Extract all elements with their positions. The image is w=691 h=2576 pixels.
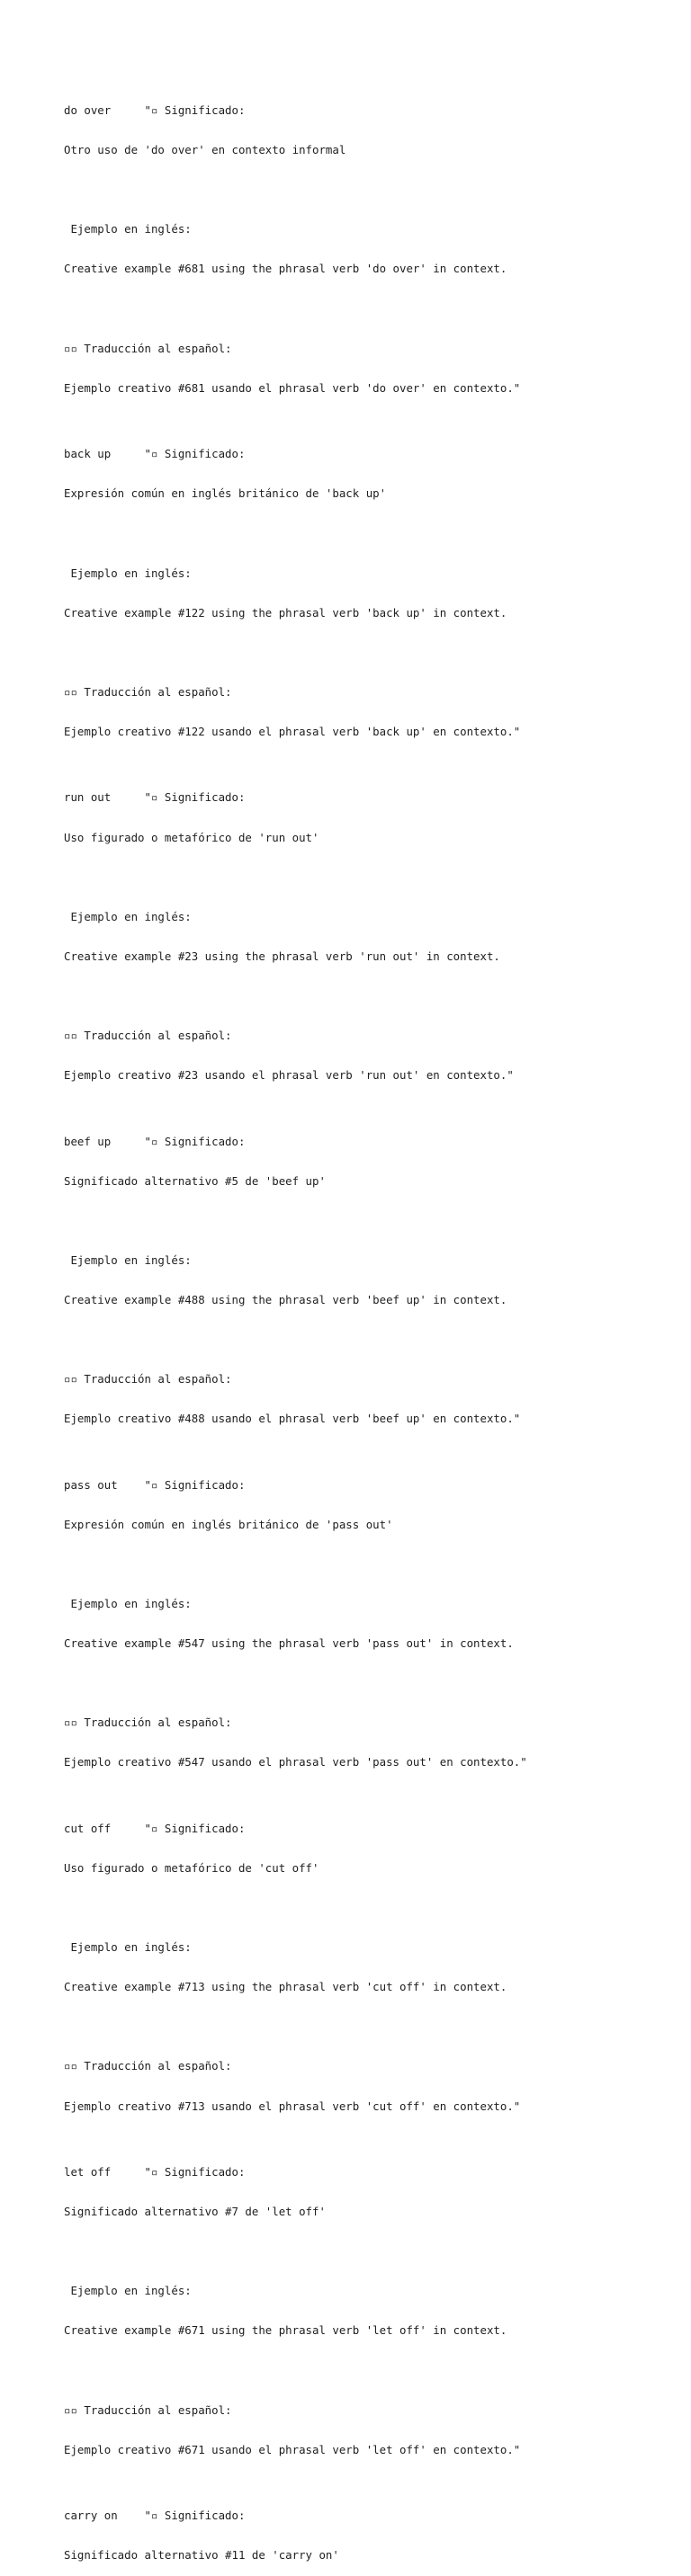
blank-line xyxy=(64,1558,676,1572)
example-text: Creative example #488 using the phrasal verb 'beef up' in context. xyxy=(64,1292,507,1306)
verb-line xyxy=(64,791,676,805)
phrasal-verb: let off xyxy=(64,2165,112,2179)
phrasal-verb: back up xyxy=(64,447,112,461)
meaning-text: Significado alternativo #11 de 'carry on' xyxy=(64,2548,339,2563)
blank-line xyxy=(64,990,676,1003)
translation-text: Ejemplo creativo #122 usando el phrasal verb 'back up' en contexto." xyxy=(64,724,521,738)
translation-label: ▫▫ Traducción al español: xyxy=(64,2059,232,2073)
translation-label: ▫▫ Traducción al español: xyxy=(64,1372,232,1386)
translation-text: Ejemplo creativo #23 usando el phrasal verb 'run out' en contexto." xyxy=(64,1068,514,1083)
blank-line xyxy=(64,2245,676,2259)
phrasal-verb: cut off xyxy=(64,1821,112,1835)
meaning-label: "▫ Significado: xyxy=(111,1821,246,1835)
meaning-label: "▫ Significado: xyxy=(117,1477,246,1492)
translation-label: ▫▫ Traducción al español: xyxy=(64,1716,232,1730)
translation-label: ▫▫ Traducción al español: xyxy=(64,2402,232,2417)
verb-line xyxy=(64,1136,676,1149)
example-label: Ejemplo en inglés: xyxy=(64,222,192,236)
translation-text: Ejemplo creativo #713 usando el phrasal verb 'cut off' en contexto." xyxy=(64,2099,521,2113)
meaning-text: Uso figurado o metafórico de 'run out' xyxy=(64,830,319,844)
example-label: Ejemplo en inglés: xyxy=(64,1597,192,1611)
document-body xyxy=(64,65,676,2576)
example-label: Ejemplo en inglés: xyxy=(64,2284,192,2298)
blank-line xyxy=(64,303,676,316)
blank-line xyxy=(64,1333,676,1347)
verb-line xyxy=(64,104,676,118)
meaning-text: Expresión común en inglés británico de 'back up' xyxy=(64,486,387,501)
translation-text: Ejemplo creativo #681 usando el phrasal verb 'do over' en contexto." xyxy=(64,380,521,395)
verb-line xyxy=(64,2166,676,2179)
example-text: Creative example #681 using the phrasal verb 'do over' in context. xyxy=(64,262,507,276)
phrasal-verb: run out xyxy=(64,790,112,805)
meaning-label: "▫ Significado: xyxy=(111,790,246,805)
meaning-label: "▫ Significado: xyxy=(111,447,246,461)
translation-label: ▫▫ Traducción al español: xyxy=(64,1028,232,1042)
meaning-label: "▫ Significado: xyxy=(117,2509,246,2523)
blank-line xyxy=(64,527,676,540)
meaning-label: "▫ Significado: xyxy=(111,1134,246,1148)
phrasal-verb: beef up xyxy=(64,1134,112,1148)
blank-line xyxy=(64,1215,676,1228)
example-label: Ejemplo en inglés: xyxy=(64,1940,192,1955)
phrasal-verb: do over xyxy=(64,103,112,118)
verb-line xyxy=(64,1479,676,1493)
meaning-text: Significado alternativo #5 de 'beef up' xyxy=(64,1173,326,1188)
example-text: Creative example #547 using the phrasal verb 'pass out' in context. xyxy=(64,1636,514,1651)
translation-text: Ejemplo creativo #671 usando el phrasal verb 'let off' en contexto." xyxy=(64,2442,521,2456)
blank-line xyxy=(64,1677,676,1690)
meaning-label: "▫ Significado: xyxy=(111,103,246,118)
blank-line xyxy=(64,2020,676,2034)
translation-label: ▫▫ Traducción al español: xyxy=(64,341,232,355)
example-label: Ejemplo en inglés: xyxy=(64,1252,192,1267)
blank-line xyxy=(64,871,676,885)
example-label: Ejemplo en inglés: xyxy=(64,566,192,580)
blank-line xyxy=(64,183,676,197)
blank-line xyxy=(64,1902,676,1915)
example-text: Creative example #122 using the phrasal verb 'back up' in context. xyxy=(64,605,507,619)
blank-line xyxy=(64,2365,676,2378)
meaning-text: Uso figurado o metafórico de 'cut off' xyxy=(64,1860,319,1875)
phrasal-verb: carry on xyxy=(64,2509,118,2523)
example-text: Creative example #713 using the phrasal verb 'cut off' in context. xyxy=(64,1980,507,1994)
translation-text: Ejemplo creativo #547 usando el phrasal verb 'pass out' en contexto." xyxy=(64,1755,527,1769)
meaning-text: Significado alternativo #7 de 'let off' xyxy=(64,2205,326,2219)
blank-line xyxy=(64,646,676,660)
example-text: Creative example #671 using the phrasal verb 'let off' in context. xyxy=(64,2323,507,2338)
verb-line xyxy=(64,2509,676,2523)
verb-line xyxy=(64,448,676,461)
meaning-text: Otro uso de 'do over' en contexto informal xyxy=(64,143,346,157)
verb-line xyxy=(64,1823,676,1836)
example-text: Creative example #23 using the phrasal verb 'run out' in context. xyxy=(64,949,500,963)
translation-label: ▫▫ Traducción al español: xyxy=(64,684,232,699)
phrasal-verb: pass out xyxy=(64,1477,118,1492)
translation-text: Ejemplo creativo #488 usando el phrasal verb 'beef up' en contexto." xyxy=(64,1412,521,1426)
example-label: Ejemplo en inglés: xyxy=(64,909,192,923)
meaning-text: Expresión común en inglés británico de 'pass out' xyxy=(64,1517,393,1531)
meaning-label: "▫ Significado: xyxy=(111,2165,246,2179)
